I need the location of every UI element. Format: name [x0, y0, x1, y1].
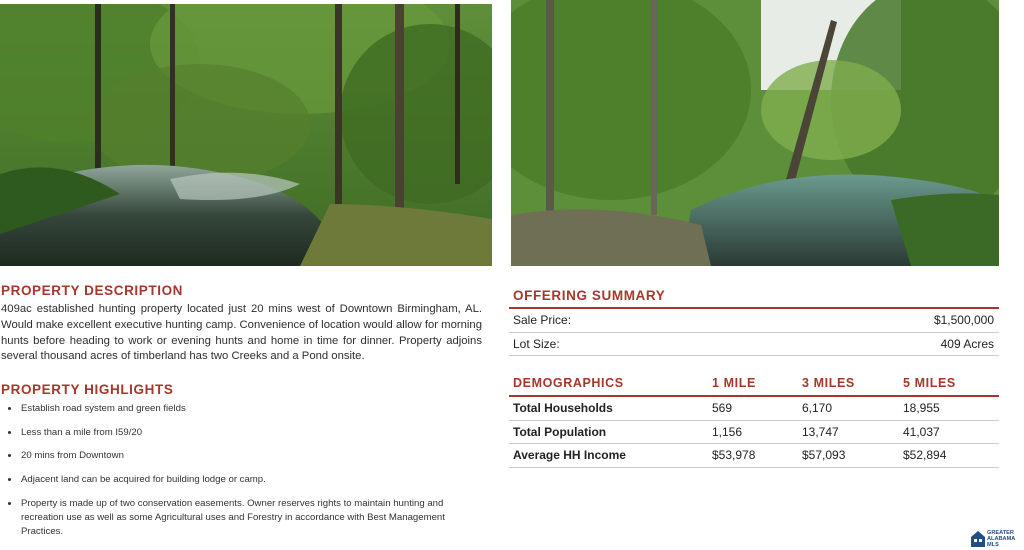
- table-row: [509, 397, 999, 421]
- highlight-text: Less than a mile from I59/20: [21, 426, 143, 438]
- offering-summary-title: OFFERING SUMMARY: [513, 288, 666, 303]
- property-description-title: PROPERTY DESCRIPTION: [1, 283, 184, 298]
- sale-price-value: $1,500,000: [933, 313, 994, 327]
- property-photo-creek-right: [511, 0, 999, 266]
- list-item: [8, 426, 478, 440]
- demographics-title: DEMOGRAPHICS: [513, 376, 624, 390]
- logo-text: [987, 530, 1015, 549]
- highlight-text: Establish road system and green fields: [21, 403, 186, 414]
- cell-5-miles: 41,037: [903, 424, 940, 439]
- column-header-3-miles: 3 MILES: [802, 376, 855, 390]
- highlight-text: Property is made up of two conservation easements. Owner reserves rights to maintain hunting and recreation use as well as some Agricultural uses and Forestry in accordance with Best Management Practices.: [21, 497, 445, 538]
- bullet-icon: [8, 454, 11, 457]
- table-row: [509, 421, 999, 445]
- row-label: Total Households: [513, 401, 613, 415]
- cell-5-miles: 18,955: [903, 401, 940, 415]
- cell-1-mile: 1,156: [712, 424, 743, 439]
- logo-line-2: ALABAMA: [987, 536, 1016, 543]
- bullet-icon: [8, 502, 11, 505]
- row-label: Average HH Income: [513, 448, 626, 462]
- sale-price-label: Sale Price:: [513, 313, 572, 327]
- bullet-icon: [8, 407, 11, 410]
- highlight-text: 20 mins from Downtown: [21, 450, 124, 462]
- column-header-5-miles: 5 MILES: [903, 376, 956, 390]
- row-label: Total Population: [513, 424, 607, 439]
- lot-size-label: Lot Size:: [513, 336, 560, 351]
- cell-1-mile: $53,978: [712, 448, 756, 462]
- greater-alabama-mls-logo: [970, 529, 1024, 550]
- list-item: [8, 473, 478, 487]
- highlight-text: Adjacent land can be acquired for building lodge or camp.: [21, 474, 266, 486]
- cell-1-mile: 569: [712, 401, 733, 415]
- table-row: [509, 309, 999, 333]
- lot-size-value: 409 Acres: [940, 336, 994, 351]
- cell-3-miles: 13,747: [802, 424, 839, 439]
- cell-3-miles: $57,093: [802, 448, 846, 462]
- bullet-icon: [8, 431, 11, 434]
- offering-summary-table: [509, 307, 999, 356]
- bullet-icon: [8, 478, 11, 481]
- cell-3-miles: 6,170: [802, 401, 833, 415]
- table-row: [509, 444, 999, 468]
- property-highlights-title: PROPERTY HIGHLIGHTS: [1, 382, 174, 397]
- list-item: [8, 497, 478, 540]
- list-item: [8, 402, 478, 416]
- table-row: [509, 333, 999, 357]
- property-description-text: 409ac established hunting property located just 20 mins west of Downtown Birmingham, AL. Would make excellent executive hunting camp. Convenience of location would allow for morning hunts before heading to work or evening hunts and home in time for dinner. Property adjoins several thousand acres of timberland has two Creeks and a Pond onsite.: [1, 303, 482, 363]
- property-highlights-list: [8, 402, 478, 549]
- demographics-table: [509, 395, 999, 468]
- list-item: [8, 449, 478, 463]
- logo-line-3: MLS: [987, 542, 999, 549]
- demographics-header: [509, 376, 999, 395]
- cell-5-miles: $52,894: [903, 448, 947, 462]
- column-header-1-mile: 1 MILE: [712, 376, 756, 390]
- house-icon: [970, 530, 986, 548]
- property-photo-creek-left: [0, 4, 492, 266]
- logo-line-1: GREATER: [987, 530, 1014, 536]
